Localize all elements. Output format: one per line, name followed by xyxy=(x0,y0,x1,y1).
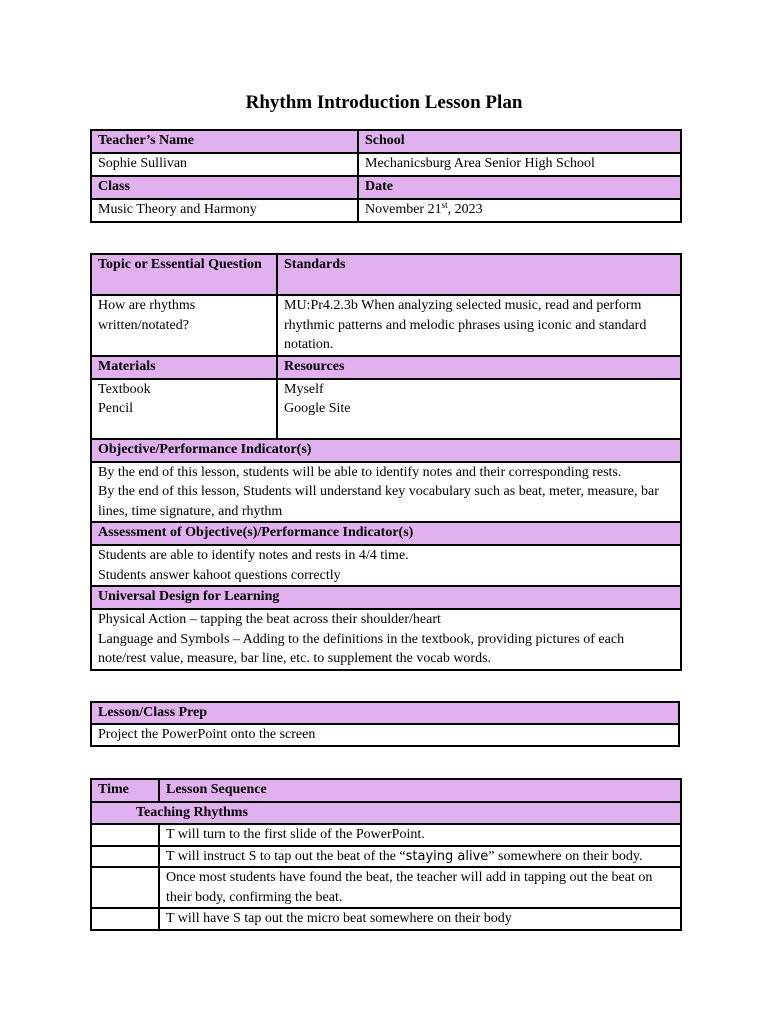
class-label: Class xyxy=(91,176,358,199)
materials-list xyxy=(91,379,277,439)
sequence-step: Once most students have found the beat, the teacher will add in tapping out the beat on their body, confirming the beat. xyxy=(159,867,681,908)
assessment-label: Assessment of Objective(s)/Performance Indicator(s) xyxy=(91,522,681,545)
materials-label: Materials xyxy=(91,356,277,379)
topic-label: Topic or Essential Question xyxy=(91,254,277,295)
assessment-item: Students answer kahoot questions correctly xyxy=(98,567,341,583)
resources-list xyxy=(277,379,681,439)
prep-value: Project the PowerPoint onto the screen xyxy=(91,724,679,746)
song-title: staying alive xyxy=(405,848,489,864)
materials-item: Pencil xyxy=(98,401,133,416)
resources-item: Myself xyxy=(284,381,324,397)
date-prefix: November 21 xyxy=(365,202,442,217)
materials-item: Textbook xyxy=(98,381,151,397)
date-label: Date xyxy=(358,176,681,199)
sequence-table xyxy=(90,778,682,931)
time-cell xyxy=(91,846,159,868)
topic-value: How are rhythms written/notated? xyxy=(91,295,277,356)
sequence-step: T will turn to the first slide of the PowerPoint. xyxy=(159,824,681,846)
objectives-cell xyxy=(91,462,681,523)
sequence-step: T will have S tap out the micro beat somewhere on their body xyxy=(159,908,681,930)
date-value xyxy=(358,199,681,222)
school-label: School xyxy=(358,130,681,153)
assessment-item: Students are able to identify notes and rests in 4/4 time. xyxy=(98,548,409,563)
objective-item: By the end of this lesson, students will be able to identify notes and their corresponding rests. xyxy=(98,464,622,480)
standards-value: MU:Pr4.2.3b When analyzing selected music, read and perform rhythmic patterns and melodic phrases using iconic and standard notation. xyxy=(277,295,681,356)
time-cell xyxy=(91,867,159,908)
step2-text-end: ” somewhere on their body. xyxy=(488,848,643,864)
assessments-cell xyxy=(91,545,681,586)
prep-table xyxy=(90,701,680,747)
class-value: Music Theory and Harmony xyxy=(91,199,358,222)
page-title: Rhythm Introduction Lesson Plan xyxy=(245,92,523,113)
resources-label: Resources xyxy=(277,356,681,379)
udl-item: Language and Symbols – Adding to the definitions in the textbook, providing pictures of each note/rest value, measure, bar line, etc. to supplement the vocab words. xyxy=(98,631,625,666)
prep-label: Lesson/Class Prep xyxy=(91,702,679,724)
school-value: Mechanicsburg Area Senior High School xyxy=(358,153,681,176)
date-suffix: , 2023 xyxy=(447,202,483,217)
sequence-label: Lesson Sequence xyxy=(159,779,681,802)
time-cell xyxy=(91,824,159,846)
teacher-name-value: Sophie Sullivan xyxy=(91,153,358,176)
objective-item: By the end of this lesson, Students will understand key vocabulary such as beat, meter, measure, bar lines, time signature, and rhythm xyxy=(98,484,659,519)
step2-text: T will instruct S to tap out the beat of the “ xyxy=(166,848,406,864)
udl-cell xyxy=(91,609,681,670)
teacher-name-label: Teacher’s Name xyxy=(91,130,358,153)
section-title: Teaching Rhythms xyxy=(91,802,681,824)
date-ordinal: st xyxy=(441,200,448,210)
plan-table xyxy=(90,253,682,671)
udl-label: Universal Design for Learning xyxy=(91,586,681,609)
time-label: Time xyxy=(91,779,159,802)
udl-item: Physical Action – tapping the beat across their shoulder/heart xyxy=(98,612,441,627)
info-table xyxy=(90,129,682,223)
objective-label: Objective/Performance Indicator(s) xyxy=(91,439,681,462)
resources-item: Google Site xyxy=(284,401,351,416)
time-cell xyxy=(91,908,159,930)
standards-label: Standards xyxy=(277,254,681,295)
sequence-step xyxy=(159,846,681,868)
